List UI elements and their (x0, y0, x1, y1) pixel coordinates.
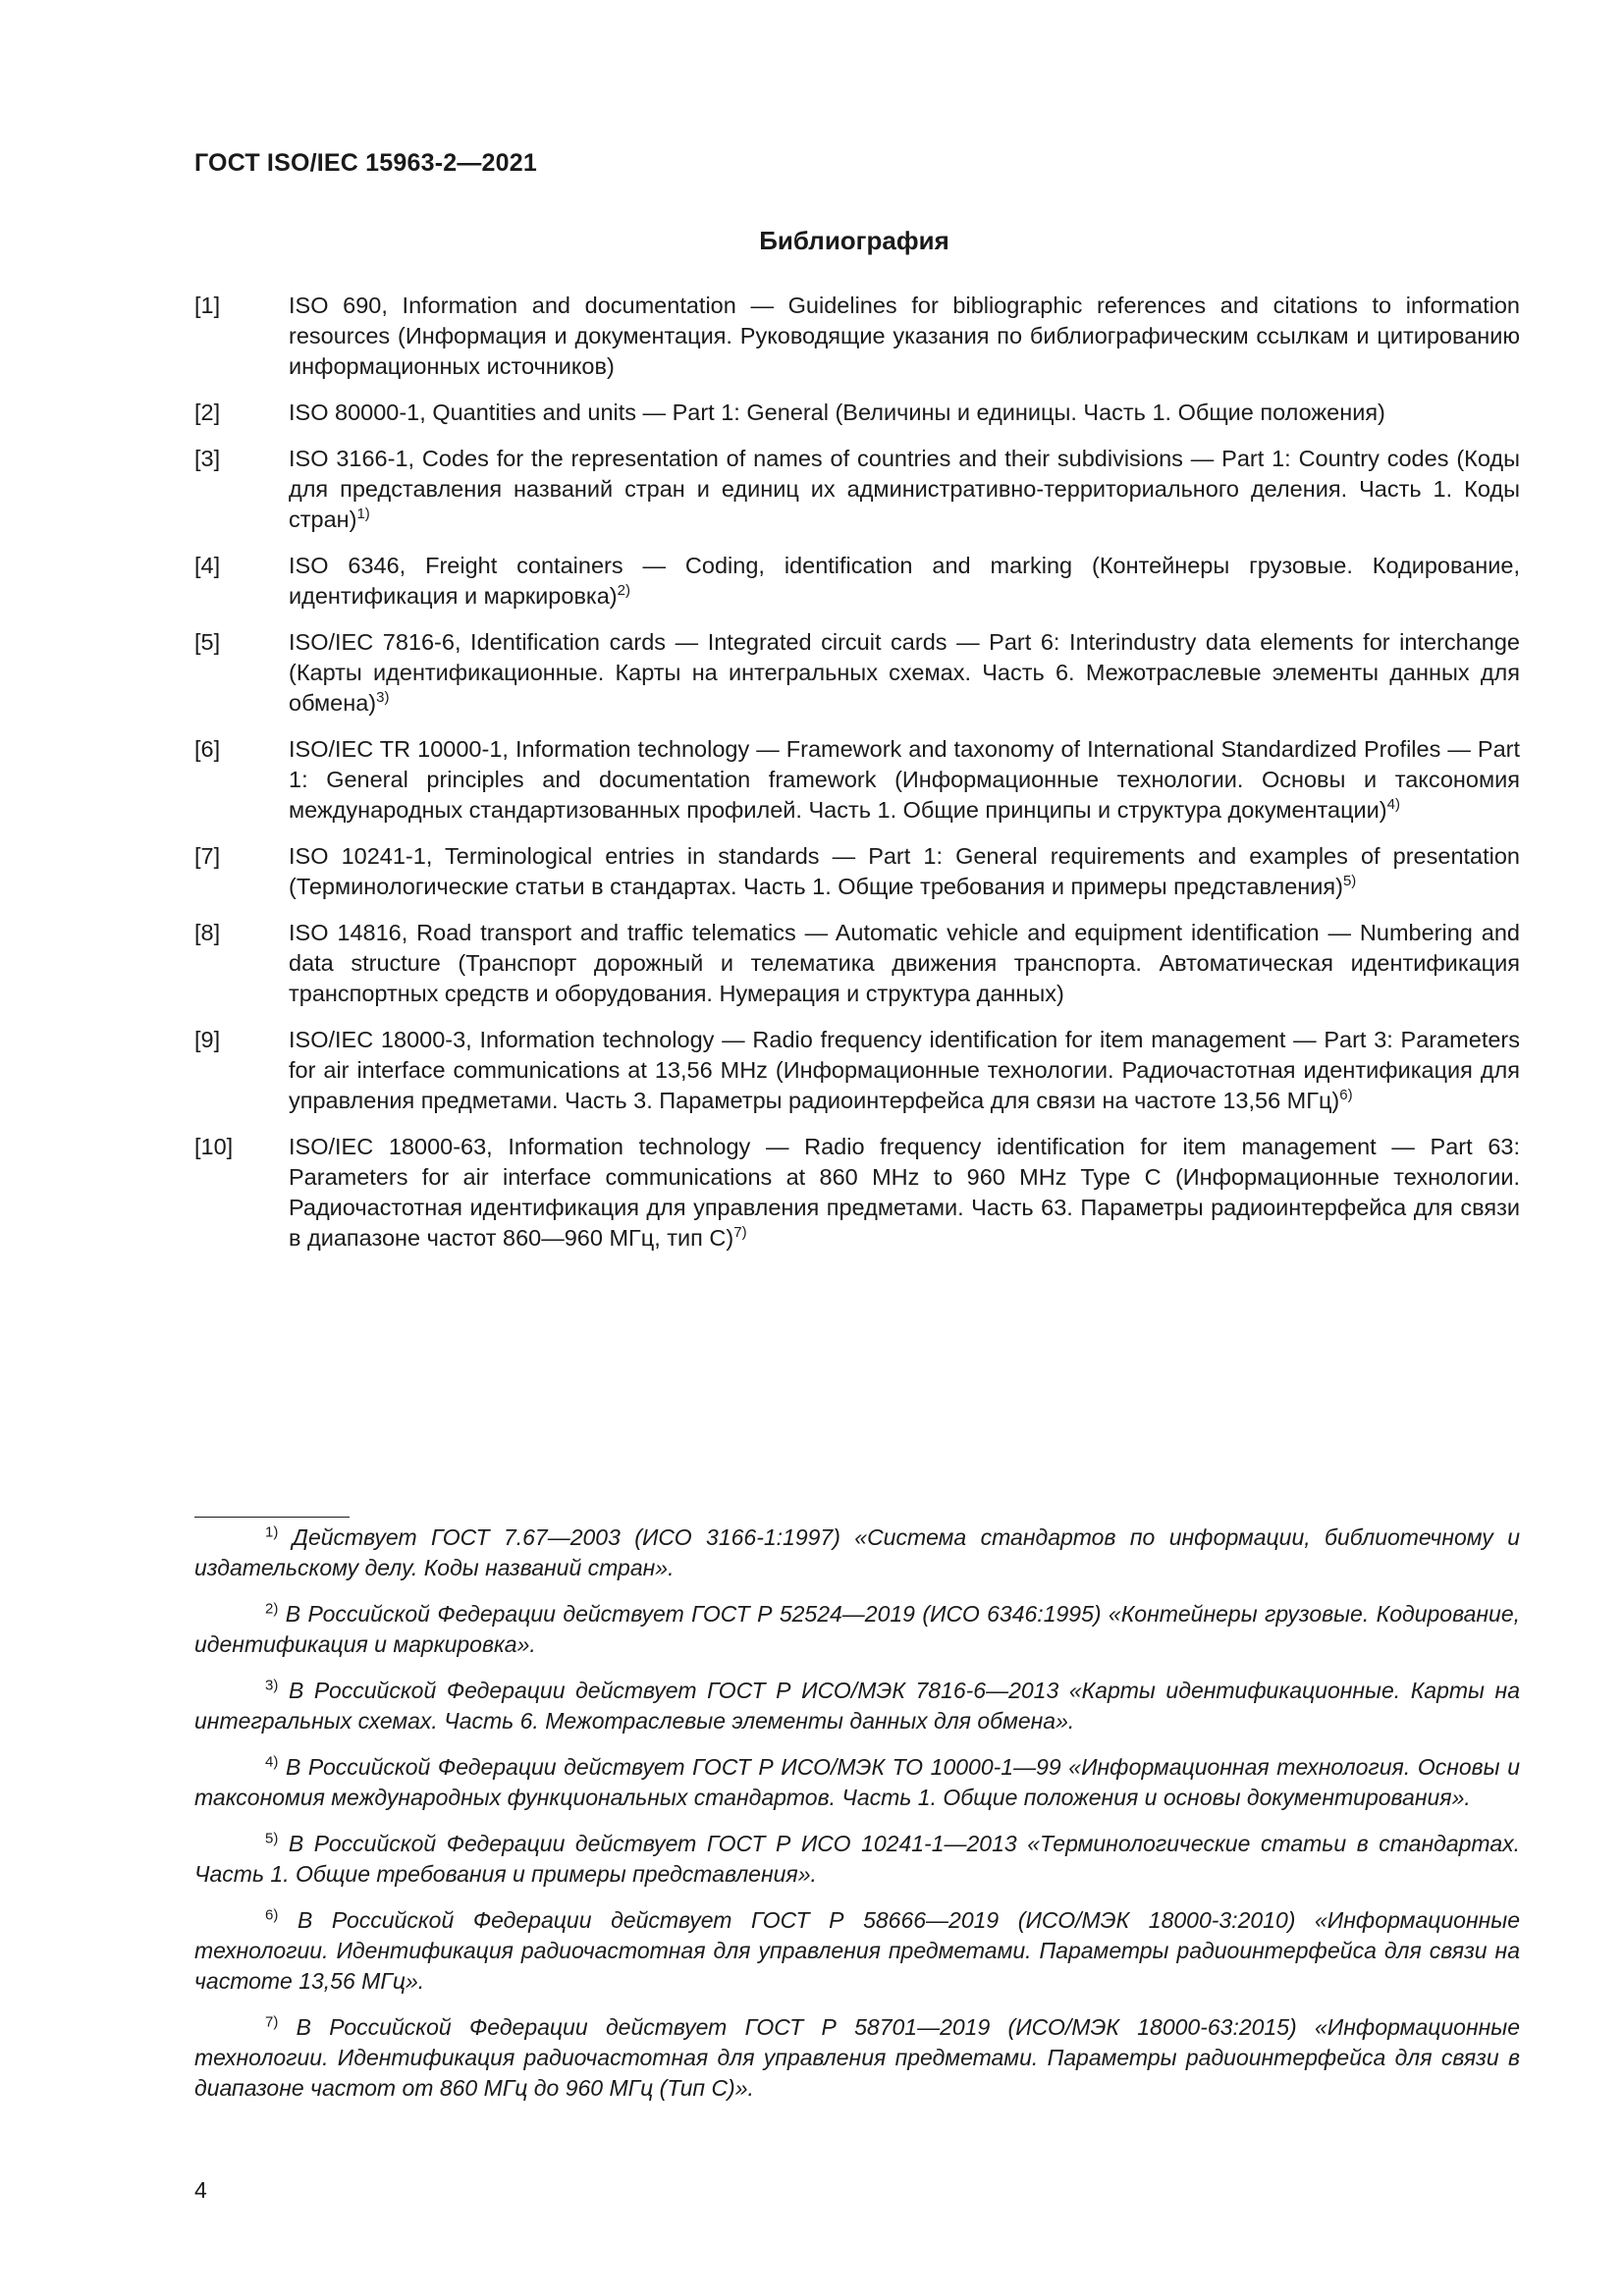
bibliography-entry (194, 918, 1520, 1009)
document-code-header: ГОСТ ISO/IEC 15963-2—2021 (194, 149, 537, 177)
entry-number: [2] (194, 400, 221, 425)
bibliography-entry (194, 734, 1520, 826)
entry-text (289, 551, 1520, 612)
entry-number: [10] (194, 1134, 234, 1159)
entry-citation: ISO 80000-1, Quantities and units — Part 1: General (Величины и единицы. Часть 1. Общие положения) (289, 400, 1385, 425)
entry-citation: ISO 6346, Freight containers — Coding, identification and marking (Контейнеры грузовые. Кодирование, идентификация и маркировка) (289, 553, 1520, 609)
entry-citation: ISO/IEC 18000-63, Information technology — Radio frequency identification for item management — Part 63: Parameters for air interface communications at 860 MHz to 960 MHz Type C (Информационные технологии. Радиочастотная идентификация для управления предметами. Часть 63. Параметры радиоинтерфейса для связи в диапазоне частот 860—960 МГц, тип С) (289, 1134, 1520, 1251)
footnote-text: В Российской Федерации действует ГОСТ Р 52524—2019 (ИСО 6346:1995) «Контейнеры грузовые. Кодирование, идентификация и маркировка». (194, 1601, 1521, 1657)
bibliography-entry (194, 398, 1520, 428)
footnote-mark-text: 4) (265, 1753, 279, 1771)
entry-text (289, 918, 1520, 1009)
entry-number: [4] (194, 553, 221, 578)
footnote-mark (265, 1524, 278, 1550)
entry-text (289, 291, 1520, 382)
footnote-ref: 5) (1342, 873, 1357, 890)
entry-citation: ISO/IEC TR 10000-1, Information technology — Framework and taxonomy of International Standardized Profiles — Part 1: General principles and documentation framework (Информационные технологии. Основы и таксономия международных стандартизованных профилей. Часть 1. Общие принципы и структура документации) (289, 736, 1520, 823)
entry-number: [6] (194, 736, 221, 762)
footnote-mark (265, 1754, 278, 1780)
entry-text (289, 1025, 1520, 1116)
footnote-mark (265, 1601, 278, 1627)
footnote-ref: 6) (1339, 1087, 1353, 1104)
footnotes-list (194, 1522, 1520, 2119)
footnote-mark-text: 2) (265, 1600, 279, 1618)
footnote (194, 1522, 1520, 1583)
footnote-text: В Российской Федерации действует ГОСТ Р ИСО/МЭК 7816-6—2013 «Карты идентификационные. Карты на интегральных схемах. Часть 6. Межотраслевые элементы данных для обмена». (194, 1678, 1520, 1734)
bibliography-entry (194, 1025, 1520, 1116)
footnote-ref: 7) (733, 1224, 747, 1242)
footnote-mark (265, 1907, 278, 1933)
footnote-text: Действует ГОСТ 7.67—2003 (ИСО 3166-1:1997) «Система стандартов по информации, библиотечному и издательскому делу. Коды названий стран». (194, 1524, 1520, 1580)
entry-text (289, 1132, 1520, 1254)
entry-citation: ISO/IEC 18000-3, Information technology — Radio frequency identification for item management — Part 3: Parameters for air interface communications at 13,56 MHz (Информационные технологии. Радиочастотная идентификация для управления предметами. Часть 3. Параметры радиоинтерфейса для связи на частоте 13,56 МГц) (289, 1027, 1520, 1113)
entry-number: [9] (194, 1027, 221, 1052)
footnote-mark-text: 7) (265, 2013, 279, 2031)
footnote-mark-text: 6) (265, 1906, 279, 1924)
footnote (194, 2012, 1520, 2104)
footnote-ref: 2) (617, 582, 630, 600)
entry-citation: ISO 10241-1, Terminological entries in standards — Part 1: General requirements and examples of presentation (Терминологические статьи в стандартах. Часть 1. Общие требования и примеры представления) (289, 843, 1520, 899)
footnote-text: В Российской Федерации действует ГОСТ Р ИСО 10241-1—2013 «Терминологические статьи в стандартах. Часть 1. Общие требования и примеры представления». (194, 1831, 1521, 1887)
entry-number: [7] (194, 843, 221, 869)
footnote-mark-text: 1) (265, 1523, 279, 1541)
entry-number: [1] (194, 293, 221, 318)
footnote-ref: 3) (376, 689, 390, 707)
footnote (194, 1676, 1520, 1736)
entry-text (289, 444, 1520, 535)
entry-number: [8] (194, 920, 221, 945)
footnote (194, 1752, 1520, 1813)
bibliography-entry (194, 841, 1520, 902)
bibliography-entry (194, 551, 1520, 612)
footnote-mark (265, 1831, 278, 1856)
footnote (194, 1599, 1520, 1660)
footnote-ref: 4) (1386, 796, 1400, 814)
entry-number: [3] (194, 446, 221, 471)
entry-citation: ISO/IEC 7816-6, Identification cards — Integrated circuit cards — Part 6: Interindustry data elements for interchange (Карты идентификационные. Карты на интегральных схемах. Часть 6. Межотраслевые элементы данных для обмена) (289, 629, 1520, 716)
entry-citation: ISO 3166-1, Codes for the representation of names of countries and their subdivisions — Part 1: Country codes (Коды для представления названий стран и единиц их административно-территориального деления. Часть 1. Коды стран) (289, 446, 1520, 532)
entry-number: [5] (194, 629, 221, 655)
footnote-text: В Российской Федерации действует ГОСТ Р ИСО/МЭК ТО 10000-1—99 «Информационная технология. Основы и таксономия международных функциональных стандартов. Часть 1. Общие положения и основы документирования». (194, 1754, 1521, 1810)
entry-text (289, 734, 1520, 826)
entry-text (289, 841, 1520, 902)
entry-citation: ISO 690, Information and documentation — Guidelines for bibliographic references and citations to information resources (Информация и документация. Руководящие указания по библиографическим ссылкам и цитированию информационных источников) (289, 293, 1520, 379)
footnote-text: В Российской Федерации действует ГОСТ Р 58701—2019 (ИСО/МЭК 18000-63:2015) «Информационные технологии. Идентификация радиочастотная для управления предметами. Параметры радиоинтерфейса для связи в диапазоне частот от 860 МГц до 960 МГц (Тип С)». (194, 2014, 1520, 2101)
bibliography-entry (194, 444, 1520, 535)
footnote-mark-text: 3) (265, 1677, 279, 1694)
footnote (194, 1905, 1520, 1997)
footnote-ref: 1) (356, 506, 370, 523)
bibliography-title: Библиография (759, 226, 949, 255)
page-number: 4 (194, 2177, 207, 2203)
bibliography-list (194, 291, 1520, 1269)
footnote-separator (194, 1517, 350, 1518)
footnote-mark (265, 2014, 278, 2040)
footnote-mark-text: 5) (265, 1830, 279, 1847)
footnote-mark (265, 1678, 278, 1703)
footnote-text: В Российской Федерации действует ГОСТ Р 58666—2019 (ИСО/МЭК 18000-3:2010) «Информационные технологии. Идентификация радиочастотная для управления предметами. Параметры радиоинтерфейса для связи на частоте 13,56 МГц». (194, 1907, 1521, 1994)
entry-text (289, 627, 1520, 719)
bibliography-entry (194, 291, 1520, 382)
bibliography-entry (194, 1132, 1520, 1254)
entry-text (289, 398, 1520, 428)
bibliography-entry (194, 627, 1520, 719)
entry-citation: ISO 14816, Road transport and traffic telematics — Automatic vehicle and equipment identification — Numbering and data structure (Транспорт дорожный и телематика движения транспорта. Автоматическая идентификация транспортных средств и оборудования. Нумерация и структура данных) (289, 920, 1520, 1006)
footnote (194, 1829, 1520, 1890)
